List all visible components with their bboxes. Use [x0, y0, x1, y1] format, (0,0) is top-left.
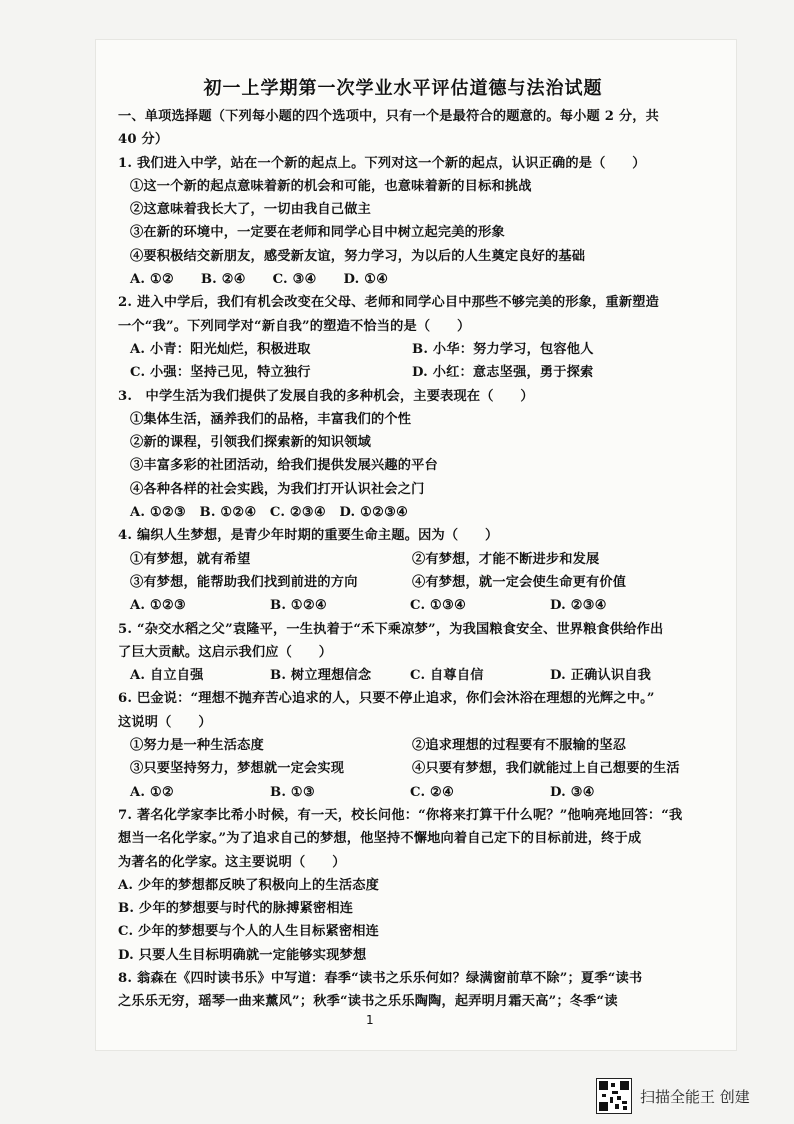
question-stem: 7. 著名化学家李比希小时候，有一天，校长问他：“你将来打算干什么呢？”他响亮地回答：“我 [118, 807, 683, 823]
question-stem: 1. 我们进入中学，站在一个新的起点上。下列对这一个新的起点，认识正确的是（ ） [118, 155, 646, 171]
statements [118, 734, 688, 781]
option-b: B. 小华：努力学习，包容他人 [412, 341, 594, 357]
option-c: C. ②④ [410, 784, 455, 800]
option-c: C. 少年的梦想要与个人的人生目标紧密相连 [118, 924, 380, 940]
scanner-app-text: 扫描全能王 创建 [640, 1087, 750, 1106]
statement: ②有梦想，才能不断进步和发展 [412, 551, 600, 567]
answer-options [118, 781, 688, 804]
statement: ④要积极结交新朋友，感受新友谊，努力学习，为以后的人生奠定良好的基础 [130, 248, 586, 264]
question-stem: 为著名的化学家。这主要说明（ ） [118, 854, 346, 870]
question-3 [118, 385, 688, 525]
exam-content [118, 76, 688, 1014]
option-c: C. ①③④ [410, 598, 467, 614]
question-stem: 3. 中学生活为我们提供了发展自我的多种机会，主要表现在（ ） [118, 388, 534, 404]
statement: ①有梦想，就有希望 [130, 551, 251, 567]
option-b: B. ①②④ [270, 598, 327, 614]
question-7 [118, 804, 688, 967]
statement: ①这一个新的起点意味着新的机会和可能，也意味着新的目标和挑战 [130, 178, 532, 194]
option-b: B. ①③ [270, 784, 315, 800]
question-2 [118, 291, 688, 384]
question-5 [118, 618, 688, 688]
answer-options [118, 664, 688, 687]
option-d: D. ②③④ [550, 598, 607, 614]
option-d: D. ③④ [550, 784, 595, 800]
option-b: B. 树立理想信念 [270, 668, 372, 684]
question-stem: 想当一名化学家。”为了追求自己的梦想，他坚持不懈地向着自己定下的目标前进，终于成 [118, 831, 642, 847]
question-stem: 了巨大贡献。这启示我们应（ ） [118, 644, 333, 660]
option-b: B. 少年的梦想要与时代的脉搏紧密相连 [118, 901, 354, 917]
section-heading-cont: 40 分） [118, 132, 169, 148]
option-a: A. 少年的梦想都反映了积极向上的生活态度 [118, 877, 379, 893]
statement: ②追求理想的过程要有不服输的坚忍 [412, 738, 627, 754]
statement: ④有梦想，就一定会使生命更有价值 [412, 574, 627, 590]
option-d: D. 只要人生目标明确就一定能够实现梦想 [118, 947, 367, 963]
option-d: D. 小红：意志坚强，勇于探索 [412, 365, 594, 381]
answer-options: A. ①②③ B. ①②④ C. ②③④ D. ①②③④ [130, 505, 409, 521]
option-c: C. 小强：坚持己见，特立独行 [130, 365, 311, 381]
question-8 [118, 967, 688, 1014]
question-1 [118, 152, 688, 292]
statement: ③丰富多彩的社团活动，给我们提供发展兴趣的平台 [130, 458, 438, 474]
exam-title: 初一上学期第一次学业水平评估道德与法治试题 [203, 78, 603, 99]
option-a: A. 小青：阳光灿烂，积极进取 [130, 341, 311, 357]
option-a: A. ①② [130, 784, 175, 800]
option-c: C. 自尊自信 [410, 668, 484, 684]
statement: ④只要有梦想，我们就能过上自己想要的生活 [412, 761, 680, 777]
scanner-watermark [596, 1078, 750, 1114]
statements [118, 548, 688, 595]
section-heading: 一、单项选择题（下列每小题的四个选项中，只有一个是最符合的题意的。每小题 2 分，共 [118, 109, 660, 124]
question-stem: 5. “杂交水稻之父”袁隆平，一生执着于“禾下乘凉梦”，为我国粮食安全、世界粮食供给作出 [118, 621, 664, 637]
answer-options [118, 594, 688, 617]
statement: ③在新的环境中，一定要在老师和同学心目中树立起完美的形象 [130, 225, 505, 241]
question-stem: 4. 编织人生梦想，是青少年时期的重要生命主题。因为（ ） [118, 528, 499, 544]
option-d: D. 正确认识自我 [550, 668, 652, 684]
answer-options: A. ①② B. ②④ C. ③④ D. ①④ [130, 272, 389, 288]
question-stem: 之乐乐无穷，瑶琴一曲来薰风”；秋季“读书之乐乐陶陶，起弄明月霜天高”；冬季“读 [118, 994, 618, 1010]
option-a: A. 自立自强 [130, 668, 204, 684]
question-4 [118, 524, 688, 617]
statement: ④各种各样的社会实践，为我们打开认识社会之门 [130, 481, 425, 497]
statement: ③只要坚持努力，梦想就一定会实现 [130, 761, 345, 777]
statement: ①努力是一种生活态度 [130, 738, 264, 754]
statement: ③有梦想，能帮助我们找到前进的方向 [130, 574, 358, 590]
option-a: A. ①②③ [130, 598, 187, 614]
question-stem: 6. 巴金说：“理想不抛弃苦心追求的人，只要不停止追求，你们会沐浴在理想的光辉之中。” [118, 691, 655, 707]
qr-code-icon [596, 1078, 632, 1114]
question-stem: 8. 翁森在《四时读书乐》中写道：春季“读书之乐乐何如？绿满窗前草不除”；夏季“读书 [118, 970, 643, 986]
statement: ①集体生活，涵养我们的品格，丰富我们的个性 [130, 411, 412, 427]
statement: ②新的课程，引领我们探索新的知识领域 [130, 435, 371, 451]
question-6 [118, 687, 688, 803]
page-number: 1 [366, 1013, 374, 1027]
question-stem: 一个“我”。下列同学对“新自我”的塑造不恰当的是（ ） [118, 318, 471, 334]
statement: ②这意味着我长大了，一切由我自己做主 [130, 202, 371, 218]
answer-options [118, 338, 688, 385]
question-stem: 这说明（ ） [118, 714, 212, 730]
question-stem: 2. 进入中学后，我们有机会改变在父母、老师和同学心目中那些不够完美的形象，重新塑造 [118, 295, 660, 311]
